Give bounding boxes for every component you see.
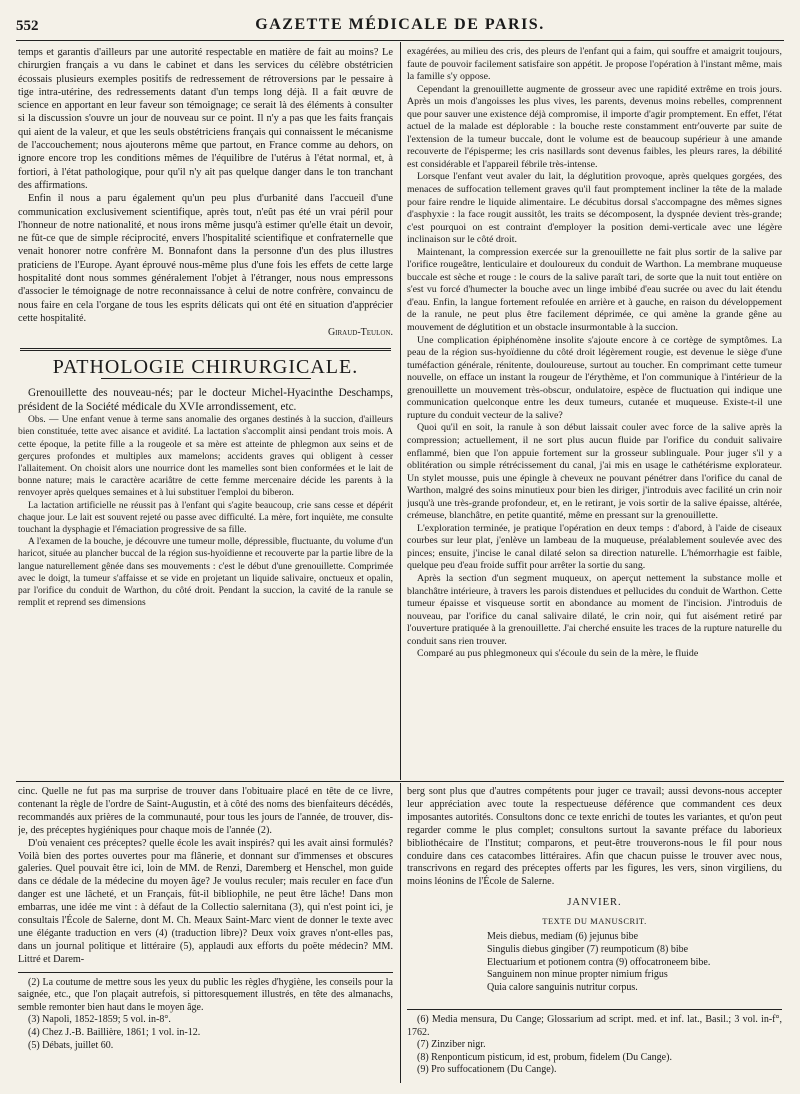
- footnote: (7) Zinziber nigr.: [417, 1039, 486, 1051]
- page-number: 552: [16, 18, 39, 34]
- upper-left-column: [18, 46, 393, 779]
- footnote: (3) Napoli, 1852-1859; 5 vol. in-8°.: [28, 1014, 171, 1026]
- page-header: [0, 14, 800, 40]
- paragraph: Une complication épiphénomène insolite s'ajoute encore à ce cortège de symptômes. La peau de la région sus-hyoïdienne du côté droit légèrement rougie, est devenue le siège d'une tuméfaction générale, rénitente, douloureuse, surtout au toucher. En comprimant cette tumeur nouvelle, on efface un instant la rougeur de l'érythème, et l'on communique à l'intérieur de la grenouillette un mouvement très-obscur, ondulatoire, espèce de fluctuation qui indique une communication quelconque entre les deux tumeurs, cutanée et muqueuse. Existe-t-il une rupture du conduit vecteur de la salive?: [407, 334, 782, 421]
- paragraph: D'où venaient ces préceptes? quelle école les avait inspirés? qui les avait ainsi formulés? Voilà bien des portes ouvertes pour ma flânerie, et donnant sur d'immenses et obscures galeries. Quel pouvait être ici, loin de MM. de Renzi, Daremberg et Henschel, mon guide dans ce dédale de la médecine du moyen âge? Je voulus reculer; mais reculer en face d'un danger est une lâcheté, et un Français, fût-il bibliophile, ne peut être lâche! Dans mon embarras, une idée me vint : à défaut de la Collectio salernitana (3), qui n'est point ici, je consultais l'École de Salerne, dont M. Ch. Meaux Saint-Marc vient de donner le texte avec une élégante traduction en vers (4) (traduction libre)? Deux voix graves n'ont-elles pas, dans un journal politique et littéraire (5), applaudi aux efforts du poëte médecin? MM. Littré et Darem-: [18, 837, 393, 965]
- footnote: (4) Chez J.-B. Baillière, 1861; 1 vol. in-12.: [28, 1027, 201, 1039]
- fold-rule: [16, 781, 784, 782]
- paragraph: Lorsque l'enfant veut avaler du lait, la déglutition provoque, après quelques gorgées, des menaces de suffocation tellement graves qu'il faut promptement incliner la tête de la malade pour faire rendre le liquide alimentaire. Le décubitus dorsal s'accompagne des mêmes signes d'asphyxie : la face rougit aussitôt, les traits se décomposent, la dyspnée devient très-grande; c'est pourquoi on est contraint d'employer la position demi-verticale avec une légère inclinaison sur le côté droit.: [407, 171, 782, 246]
- paragraph: berg sont plus que d'autres compétents pour juger ce travail; aussi devons-nous accepter leur appréciation avec toute la respectueuse déférence que commandent ces deux imposantes autorités. Consultons donc ce texte enrichi de toutes les variantes, et qu'on peut regarder comme le plus complet; consultons surtout la savante préface du laborieux bibliothécaire de l'Institut; comparons, et peut-être trouverons-nous le fil pour nous conduire dans ces catacombes littéraires. Afin que chacun puisse le trouver avec nous, transcrivons en regard des préceptes offerts par les figures, les vers, sinon virgiliens, du moins léonins de l'École de Salerne.: [407, 786, 782, 888]
- paragraph: Quoi qu'il en soit, la ranule à son début laissait couler avec force de la salive après la compression; actuellement, il ne sort plus aucun fluide par l'orifice du conduit salivaire enflammé, bien que l'on appuie fortement sur la grosseur sublinguale. Pour juger s'il y a oblitération ou simple rétrécissement du canal, j'ai mis en usage le cathétérisme explorateur. Un stylet mousse, puis une épingle à cheveux ne pouvant pénétrer dans l'orifice du canal de Warthon, malgré des soins minutieux pour bien les diriger, j'introduis avec facilité un crin noir jusqu'à une très-grande profondeur, et, en le retirant, je vois sortir de la salive épaisse, altérée, crémeuse, blanchâtre, en petite quantité, même en pressant sur la grenouillette.: [407, 422, 782, 522]
- paragraph: cinc. Quelle ne fut pas ma surprise de trouver dans l'obituaire placé en tête de ce livre, contenant la règle de l'ordre de Saint-Augustin, et à côté des noms des bienfaiteurs décédés, recommandés aux prières de la communauté, pour tous les jours de l'année, de trouver, dis-je, des préceptes hygiéniques pour chaque mois de l'année (2).: [18, 786, 393, 836]
- paragraph: temps et garantis d'ailleurs par une autorité respectable en matière de fait au moins? Le chirurgien français a vu dans le cabinet et dans les services du célèbre obstétricien écossais plusieurs exemples positifs de redressement de rétroversions par le pessaire à tige intra-utérine, des redressements datant d'un temps long déjà. Il a fait œuvre de science en apportant en leur faveur son témoignage; ce serait là des éléments à consulter si la discussion s'ouvre un jour de nouveau sur ce point. Il n'y a pas que les faits français qui aient de la valeur, et que les seuls obstétriciens français qui connaissent le mécanisme de l'accouchement; nous ajouterons même que partout, en France comme au dehors, on ignore encore trop les conditions mêmes de l'équilibre de l'utérus à l'état normal, et, à fortiori, à l'état pathologique, pour qu'il n'y ait pas quelque danger dans le ton tranchant des affirmations.: [18, 47, 393, 191]
- column-divider-bottom: [400, 783, 401, 1083]
- upper-right-column: [407, 46, 782, 779]
- manuscript-label: TEXTE DU MANUSCRIT.: [542, 916, 647, 927]
- signature: Giraud-Teulon.: [327, 327, 393, 339]
- verse-line: Electuarium et potionem contra (9) offocatroneem bibe.: [487, 956, 711, 968]
- footnote-rule: [407, 1009, 782, 1010]
- paragraph: L'exploration terminée, je pratique l'opération en deux temps : d'abord, à l'aide de ciseaux courbes sur leur plat, j'enlève un lambeau de la muqueuse, préalablement soulevée avec des pinces; ensuite, j'incise le canal dilaté selon sa direction naturelle. L'hémorrhagie est faible, quelque peu d'eau froide suffit pour arrêter la sortie du sang.: [407, 522, 782, 572]
- article-heading: Grenouillette des nouveau-nés; par le docteur Michel-Hyacinthe Deschamps, président de la Société médicale du XVIe arrondissement, etc.: [18, 386, 393, 414]
- footnote: (5) Débats, juillet 60.: [28, 1039, 114, 1051]
- section-double-rule: [20, 348, 391, 351]
- paragraph: Après la section d'un segment muqueux, on aperçut nettement la substance molle et blanchâtre intérieure, à travers les parois distendues et pellucides du conduit de Warthon. Cette tumeur épaisse et visqueuse sortit en abondance au moment de l'incision. J'introduis de nouveau, par l'orifice du canal salivaire dilaté, le crin noir, qui fut aisément retiré par l'ouverture pratiquée à la grenouillette. J'ai cherché ensuite les traces de la rupture naturelle du conduit sans rien trouver.: [407, 572, 782, 647]
- verse-line: Sanguinem non minue propter nimium frigus: [487, 969, 668, 981]
- header-rule: [16, 40, 784, 41]
- verse-line: Singulis diebus gingiber (7) reumpoticum (8) bibe: [487, 943, 689, 955]
- observation-paragraph: La lactation artificielle ne réussit pas à l'enfant qui s'agite beaucoup, crie sans cesse et dépérit chaque jour. Le lait est souvent rejeté ou passe avec difficulté. La mère, fort inquiète, me consulte touchant la dysphagie et l'émaciation progressive de sa fille.: [18, 500, 393, 536]
- footnote: (2) La coutume de mettre sous les yeux du public les règles d'hygiène, les conseils pour la saignée, etc., que l'on plaçait autrefois, si pittoresquement illustrés, en tête des almanachs, semble remonter bien haut dans le moyen âge.: [18, 976, 393, 1013]
- lower-left-column: [18, 786, 393, 1086]
- lower-right-column: [407, 786, 782, 1086]
- paragraph: Comparé au pus phlegmoneux qui s'écoule du sein de la mère, le fluide: [417, 648, 699, 660]
- footnote: (6) Media mensura, Du Cange; Glossarium ad script. med. et inf. lat., Basil.; 3 vol. in-f°, 1762.: [407, 1014, 782, 1038]
- paragraph: Enfin il nous a paru également qu'un peu plus d'urbanité dans l'accueil d'une communication exclusivement scientifique, après tout, n'eût pas été un vrai péril pour l'honneur de notre nationalité, et nous irons même jusqu'à estimer qu'elle était un devoir, ne fût-ce que de simple réciprocité, envers l'hospitalité scientifique et confraternelle que venait honorer notre confrère M. Bonnafont dans la personne d'un des plus illustres praticiens de l'Europe. Ayant éprouvé nous-même plus d'une fois les effets de cette large hospitalité dont nous sommes généralement l'objet à l'étranger, nous nous empressons d'associer le témoignage de notre reconnaissance à celui de notre confrère, convaincu de nous faire en cela l'organe de tous les esprits délicats qui ont été en situation d'apprécier cette hospitalité.: [18, 193, 393, 324]
- verse-line: Meis diebus, mediam (6) jejunus bibe: [487, 931, 639, 943]
- paragraph: exagérées, au milieu des cris, des pleurs de l'enfant qui a faim, qui souffre et amaigrit toujours, faute de pouvoir facilement satisfaire son appétit. Je propose l'opération à l'instant même, mais la famille s'y oppose.: [407, 46, 782, 83]
- observation-paragraph: Obs. — Une enfant venue à terme sans anomalie des organes destinés à la succion, d'ailleurs bien constituée, tette avec aisance et avidité. La lactation s'accomplit ainsi pendant trois mois. A cette époque, la petite fille a la rougeole et sa mère est atteinte de phlegmon aux seins et de gerçures profondes et multiples aux mamelons; accidents graves qui obligent à cesser l'allaitement. On choisit alors une nourrice dont les mamelles sont bien conformées et le lait de bonne nature; mais le caractère acariâtre de cette femme mercenaire décide les parents à la renvoyer après quelques semaines et à lui substituer l'emploi du biberon.: [18, 415, 393, 499]
- paragraph: Cependant la grenouillette augmente de grosseur avec une rapidité extrême en trois jours. Après un mois d'angoisses les plus vives, les parents, devenus moins rebelles, comprennent que pour sauver une existence déjà compromise, il importe d'agir promptement. En effet, l'état actuel de la malade est déplorable : la bouche reste constamment entr'ouverte par suite de l'extension de la tumeur buccale, dont le volume est de beaucoup supérieur à une amande recouverte de l'épisperme; les cris nasillards sont devenus faibles, les pleurs rares, la débilité est considérable et l'appareil fébrile très-intense.: [407, 83, 782, 170]
- paragraph: Maintenant, la compression exercée sur la grenouillette ne fait plus sortir de la salive par l'orifice rougeâtre, lenticulaire et douloureux du conduit de Warthon. La membrane muqueuse buccale est sèche et rouge : le cours de la salive paraît tari, de sorte que la nuit tout entière on s'est vu forcé d'humecter la bouche avec un linge imbibé d'eau sucrée ou avec du lait étendu d'eau. Enfin, la langue fortement refoulée en arrière et à gauche, en raison du développement de la ranule, ne peut plus être facilement déprimée, ce qui amène la grande gêne au mouvement de déglutition et un obstacle insurmontable à la succion.: [407, 246, 782, 334]
- month-heading: JANVIER.: [567, 897, 622, 909]
- column-divider-top: [400, 42, 401, 780]
- observation-paragraph: A l'examen de la bouche, je découvre une tumeur molle, dépressible, fluctuante, du volume d'un haricot, située au plancher buccal de la région sus-hyoïdienne et recouverte par la partie libre de la langue naturellement gênée dans ses mouvements : c'est le début d'une grenouillette. Comprimée avec le doigt, la tumeur s'affaisse et se vide en projetant un liquide salivaire, onctueux et opalin, par l'orifice du conduit de Warthon, du côté droit. Pendant la succion, la cavité de la ranule se remplit et reprend ses dimensions: [18, 537, 393, 609]
- journal-title: GAZETTE MÉDICALE DE PARIS.: [255, 16, 545, 33]
- title-rule: [101, 378, 311, 379]
- footnote: (8) Renponticum pisticum, id est, probum, fidelem (Du Cange).: [417, 1051, 672, 1063]
- section-title: PATHOLOGIE CHIRURGICALE.: [52, 355, 359, 378]
- footnote: (9) Pro suffocationem (Du Cange).: [417, 1064, 557, 1076]
- verse-line: Quia calore sanguinis nutritur corpus.: [487, 982, 638, 994]
- footnote-rule: [18, 972, 393, 973]
